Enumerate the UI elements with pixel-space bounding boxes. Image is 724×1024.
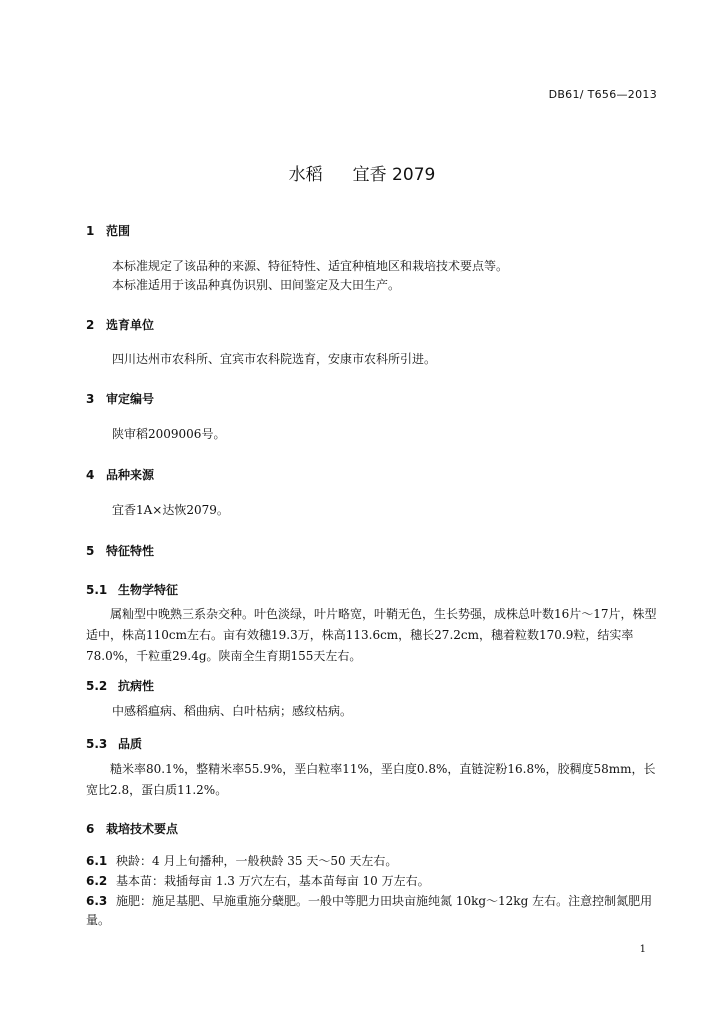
section-5-3-paragraph: 糙米率80.1%，整精米率55.9%，垩白粒率11%，垩白度0.8%，直链淀粉16.8%，胶稠度58mm，长宽比2.8，蛋白质11.2%。 xyxy=(86,762,656,797)
item-text: 施肥：施足基肥、早施重施分蘖肥。一般中等肥力田块亩施纯氮 10kg～12kg 左右。注意控制氮肥用量。 xyxy=(86,894,653,927)
section-6-heading xyxy=(86,820,178,837)
section-title: 范围 xyxy=(106,224,131,238)
section-title: 选育单位 xyxy=(106,318,155,332)
section-2-paragraph-1: 四川达州市农科所、宜宾市农科院选育，安康市农科所引进。 xyxy=(112,352,437,366)
item-number: 6.2 xyxy=(86,874,108,888)
section-number: 1 xyxy=(86,224,95,238)
section-5-2-heading xyxy=(86,677,154,694)
subsection-title: 生物学特征 xyxy=(118,583,179,597)
section-5-heading xyxy=(86,542,154,559)
section-number: 4 xyxy=(86,468,95,482)
item-number: 6.3 xyxy=(86,894,108,908)
section-5-1-heading xyxy=(86,581,178,598)
section-5-1-paragraph: 属籼型中晚熟三系杂交种。叶色淡绿，叶片略宽，叶鞘无色，生长势强，成株总叶数16片～17片，株型适中，株高110cm左右。亩有效穗19.3万，株高113.6cm，穗长27.2cm，穗着粒数170.9粒，结实率78.0%，千粒重29.4g。陕南全生育期155天左右。 xyxy=(86,607,657,663)
subsection-number: 5.3 xyxy=(86,737,108,751)
document-title xyxy=(0,160,724,185)
list-item xyxy=(86,852,656,871)
subsection-title: 抗病性 xyxy=(118,679,155,693)
section-3-paragraph-1: 陕审稻2009006号。 xyxy=(112,427,226,441)
section-number: 3 xyxy=(86,392,95,406)
section-1-heading xyxy=(86,222,130,239)
section-number: 2 xyxy=(86,318,95,332)
item-text: 基本苗：栽插每亩 1.3 万穴左右，基本苗每亩 10 万左右。 xyxy=(116,874,430,888)
subsection-number: 5.2 xyxy=(86,679,108,693)
section-title: 品种来源 xyxy=(106,468,155,482)
standard-id: DB61/ T656—2013 xyxy=(548,88,657,101)
section-1-paragraph-1: 本标准规定了该品种的来源、特征特性、适宜种植地区和栽培技术要点等。 xyxy=(112,259,509,273)
page-number: 1 xyxy=(639,944,646,955)
section-4-heading xyxy=(86,466,154,483)
section-title: 特征特性 xyxy=(106,544,155,558)
section-number: 6 xyxy=(86,822,95,836)
section-1-paragraph-2: 本标准适用于该品种真伪识别、田间鉴定及大田生产。 xyxy=(112,278,401,292)
subsection-number: 5.1 xyxy=(86,583,108,597)
item-number: 6.1 xyxy=(86,854,108,868)
section-2-heading xyxy=(86,316,154,333)
title-crop: 水稻 xyxy=(288,165,323,185)
list-item xyxy=(86,872,656,891)
subsection-title: 品质 xyxy=(118,737,143,751)
section-3-heading xyxy=(86,390,154,407)
title-variety: 宜香 2079 xyxy=(352,165,436,185)
section-5-3-heading xyxy=(86,735,142,752)
item-text: 秧龄：4 月上旬播种，一般秧龄 35 天～50 天左右。 xyxy=(116,854,398,868)
section-4-paragraph-1: 宜香1A×达恢2079。 xyxy=(112,503,229,517)
section-5-2-paragraph: 中感稻瘟病、稻曲病、白叶枯病；感纹枯病。 xyxy=(112,704,353,718)
list-item xyxy=(86,892,658,930)
section-title: 栽培技术要点 xyxy=(106,822,179,836)
section-title: 审定编号 xyxy=(106,392,155,406)
section-number: 5 xyxy=(86,544,95,558)
